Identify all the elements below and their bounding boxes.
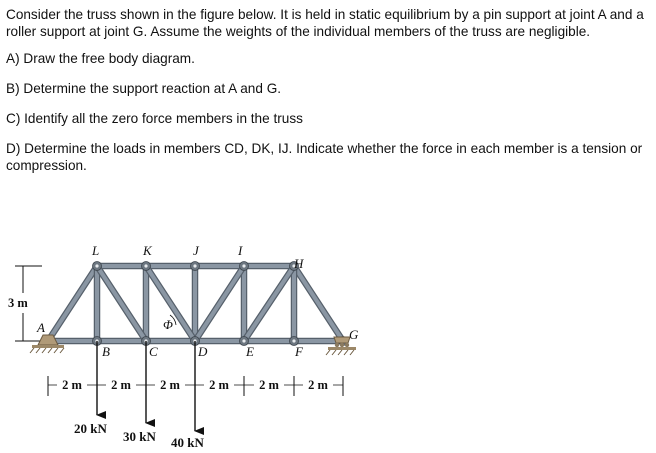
question-b: B) Determine the support reaction at A and G. [6,81,282,96]
problem-intro: Consider the truss shown in the figure below. It is held in static equilibrium by a pin support at joint A and a roller support at joint G. Assume the weights of the individual members of the truss are negligible. [6,7,644,39]
load-label-b: 20 kN [74,421,107,436]
question-a: A) Draw the free body diagram. [6,51,195,66]
question-c: C) Identify all the zero force members in the truss [6,111,303,126]
joint-i-pin [242,264,245,267]
joint-label-e: E [246,344,254,359]
spacing-label-5: 2 m [259,378,279,392]
member-al [48,266,97,341]
angle-phi-label: Φ [163,317,173,332]
joint-f-pin [292,339,295,342]
joint-label-i: I [238,243,243,258]
member-di [195,266,244,341]
height-label: 3 m [8,296,28,310]
joint-label-l: L [92,243,100,258]
member-lc [97,266,146,341]
member-eh [244,266,294,341]
joint-label-j: J [193,243,199,258]
problem-statement [6,6,652,187]
joint-label-a: A [37,320,45,335]
truss-figure [0,235,400,453]
spacing-label-6: 2 m [308,378,328,392]
spacing-label-2: 2 m [111,378,131,392]
joint-e-pin [242,339,245,342]
member-hg [294,266,343,341]
joint-label-c: C [149,344,158,359]
load-label-d: 40 kN [171,435,204,450]
truss-members [48,266,343,341]
joint-label-h: H [294,256,304,271]
load-label-c: 30 kN [123,429,156,444]
question-d: D) Determine the loads in members CD, DK, IJ. Indicate whether the force in each member is a tension or compression. [6,141,643,173]
joint-label-g: G [349,327,359,342]
joint-l-pin [95,264,98,267]
joint-label-b: B [102,344,110,359]
spacing-label-3: 2 m [160,378,180,392]
spacing-label-1: 2 m [62,378,82,392]
joint-label-d: D [198,344,208,359]
joint-label-k: K [143,243,152,258]
spacing-label-4: 2 m [209,378,229,392]
joint-label-f: F [295,344,303,359]
joint-j-pin [193,264,196,267]
joint-k-pin [144,264,147,267]
